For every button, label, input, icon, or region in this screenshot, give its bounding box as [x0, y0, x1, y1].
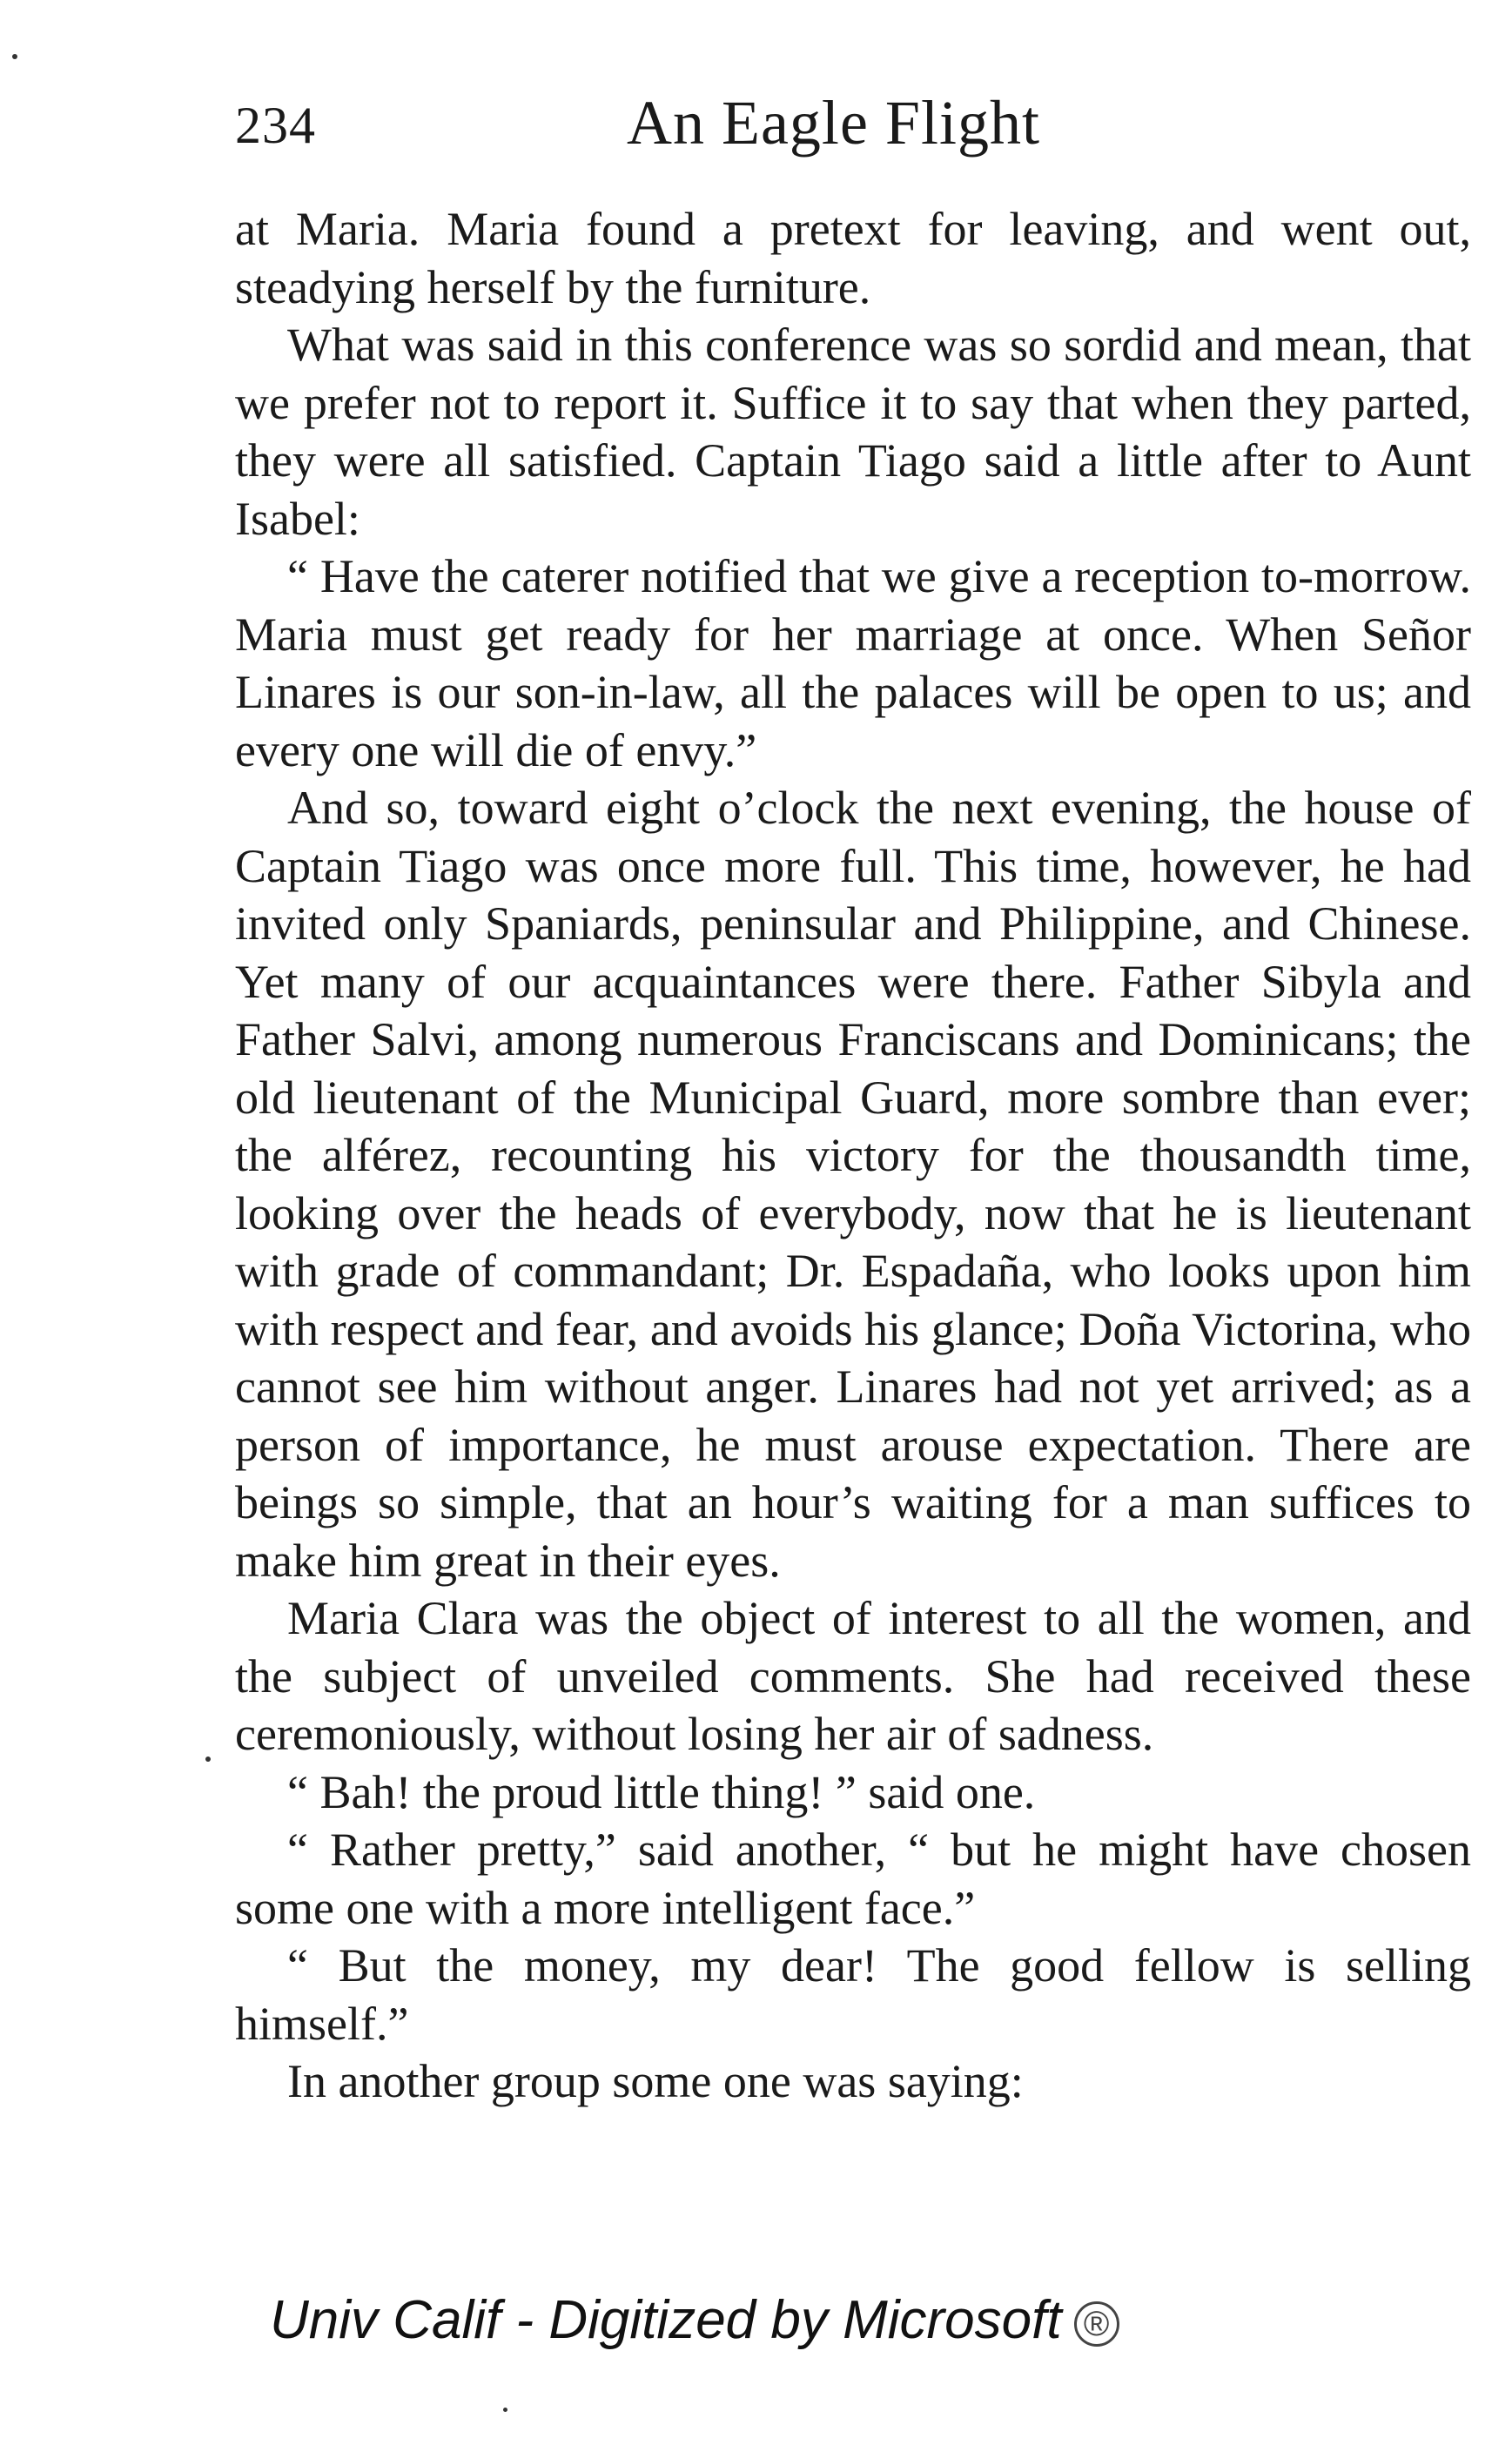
body-text	[235, 200, 1471, 2111]
paragraph: In another group some one was saying:	[287, 2055, 1024, 2107]
digitization-watermark	[270, 2289, 1314, 2351]
paragraph: at Maria. Maria found a pretext for leaving, and went out, steadying herself by the furniture.	[235, 203, 1471, 313]
paragraph: “ But the money, my dear! The good fellow is selling himself.”	[235, 1939, 1471, 2050]
scan-speck	[503, 2408, 507, 2412]
paragraph: Maria Clara was the object of interest to all the women, and the subject of unveiled comments. She had received these ceremoniously, without losing her air of sadness.	[235, 1592, 1471, 1760]
paragraph: “ Rather pretty,” said another, “ but he might have chosen some one with a more intelligent face.”	[235, 1824, 1471, 1934]
scan-speck	[12, 54, 17, 59]
running-title: An Eagle Flight	[627, 88, 1040, 158]
watermark-text: Univ Calif - Digitized by Microsoft	[270, 2290, 1062, 2350]
page-number: 234	[235, 97, 316, 154]
registered-mark-icon: ®	[1074, 2301, 1119, 2347]
scan-speck	[205, 1757, 211, 1762]
paragraph: “ Bah! the proud little thing! ” said one.	[287, 1765, 1036, 1818]
page-header	[235, 87, 1471, 174]
paragraph: “ Have the caterer notified that we give a reception to-morrow. Maria must get ready for her marriage at once. When Señor Linares is our son-in-law, all the palaces will be open to us; and every one will die of envy.”	[235, 550, 1471, 776]
paragraph: And so, toward eight o’clock the next evening, the house of Captain Tiago was once more full. This time, however, he had invited only Spaniards, peninsular and Philippine, and Chinese. Yet many of our acquaintances were there. Father Sibyla and Father Salvi, among numerous Franciscans and Dominicans; the old lieutenant of the Municipal Guard, more sombre than ever; the alférez, recounting his victory for the thousandth time, looking over the heads of everybody, now that he is lieutenant with grade of commandant; Dr. Espadaña, who looks upon him with respect and fear, and avoids his glance; Doña Victorina, who cannot see him without anger. Linares had not yet arrived; as a person of importance, he must arouse expectation. There are beings so simple, that an hour’s waiting for a man suffices to make him great in their eyes.	[235, 782, 1471, 1587]
paragraph: What was said in this conference was so sordid and mean, that we prefer not to report it. Suffice it to say that when they parted, they were all satisfied. Captain Tiago said a little after to Aunt Isabel:	[235, 319, 1471, 545]
